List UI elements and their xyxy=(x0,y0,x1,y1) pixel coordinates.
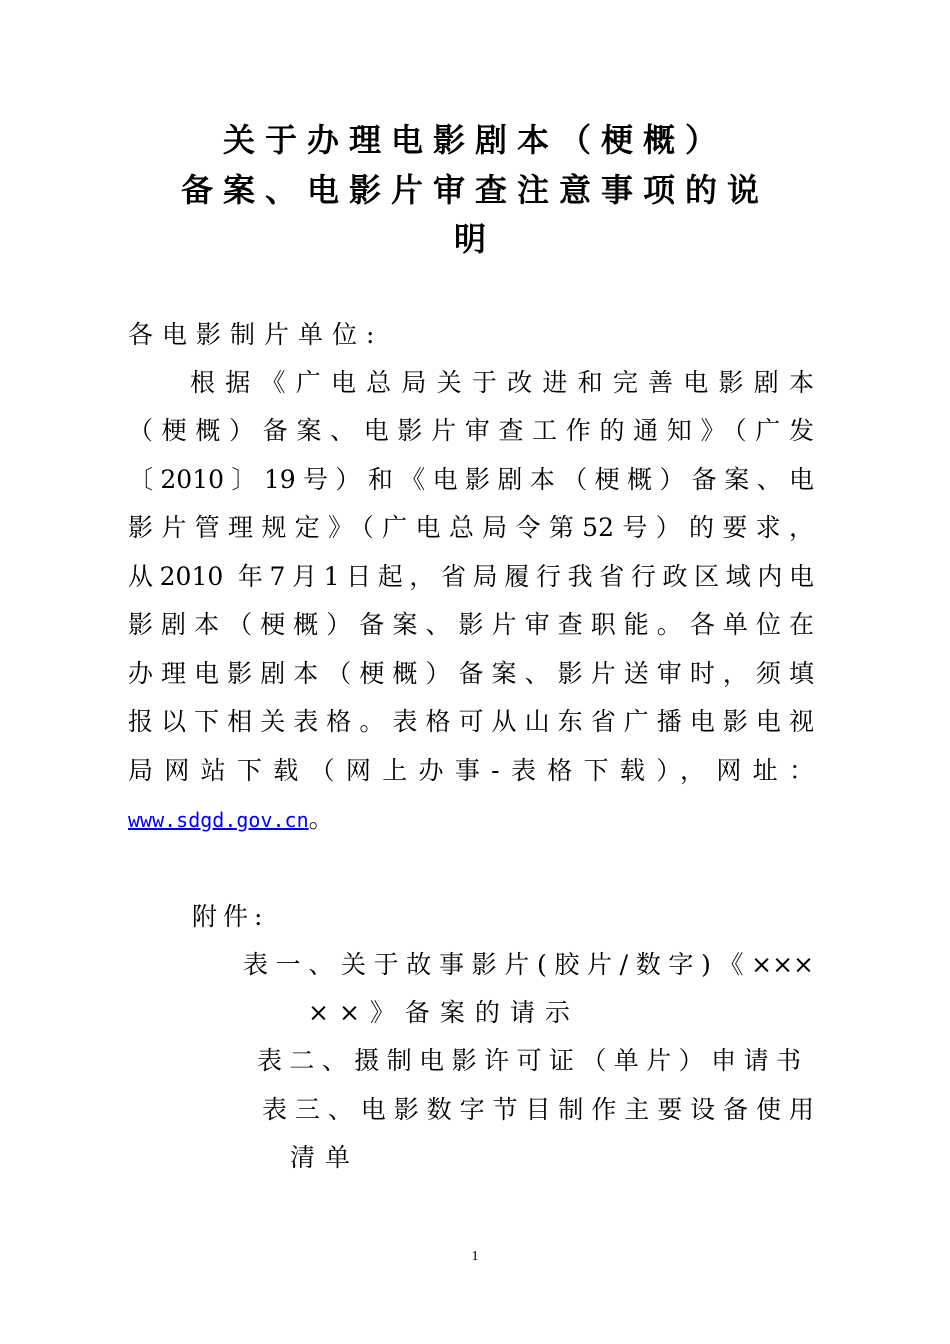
website-line xyxy=(128,802,334,837)
attachment-item-1-continued: ××》备案的请示 xyxy=(308,998,580,1027)
attachment-item-2: 表二、摄制电影许可证（单片）申请书 xyxy=(257,1046,801,1075)
page-number: 1 xyxy=(471,1249,479,1264)
body-line: 办理电影剧本（梗概）备案、影片送审时，须填 xyxy=(128,659,814,688)
document-title-line-2: 备案、电影片审查注意事项的说 xyxy=(180,171,769,209)
body-line: 报以下相关表格。表格可从山东省广播电影电视 xyxy=(128,707,814,736)
website-link[interactable]: www.sdgd.gov.cn xyxy=(128,808,309,832)
document-title-line-1: 关于办理电影剧本（梗概） xyxy=(222,121,727,159)
attachment-item-3-continued: 清单 xyxy=(290,1143,361,1172)
document-title-line-3: 明 xyxy=(453,220,496,258)
body-line: 影片管理规定》（广电总局令第52号）的要求， xyxy=(128,513,814,542)
body-line: 影剧本（梗概）备案、影片审查职能。各单位在 xyxy=(128,610,814,639)
body-line: 局网站下载（网上办事-表格下载），网址： xyxy=(128,756,814,785)
attachments-heading: 附件: xyxy=(192,902,269,931)
body-line: 〔2010〕19号）和《电影剧本（梗概）备案、电 xyxy=(128,465,814,494)
salutation: 各电影制片单位: xyxy=(128,320,384,349)
attachment-item-1: 表一、关于故事影片(胶片/数字)《××× xyxy=(243,950,814,979)
attachment-item-3: 表三、电影数字节目制作主要设备使用 xyxy=(262,1095,814,1124)
website-suffix: 。 xyxy=(308,804,334,833)
body-line: 从2010 年7月1日起，省局履行我省行政区域内电 xyxy=(128,562,814,591)
body-line: 根据《广电总局关于改进和完善电影剧本 xyxy=(190,368,814,397)
body-line: （梗概）备案、电影片审查工作的通知》（广发 xyxy=(128,416,814,445)
